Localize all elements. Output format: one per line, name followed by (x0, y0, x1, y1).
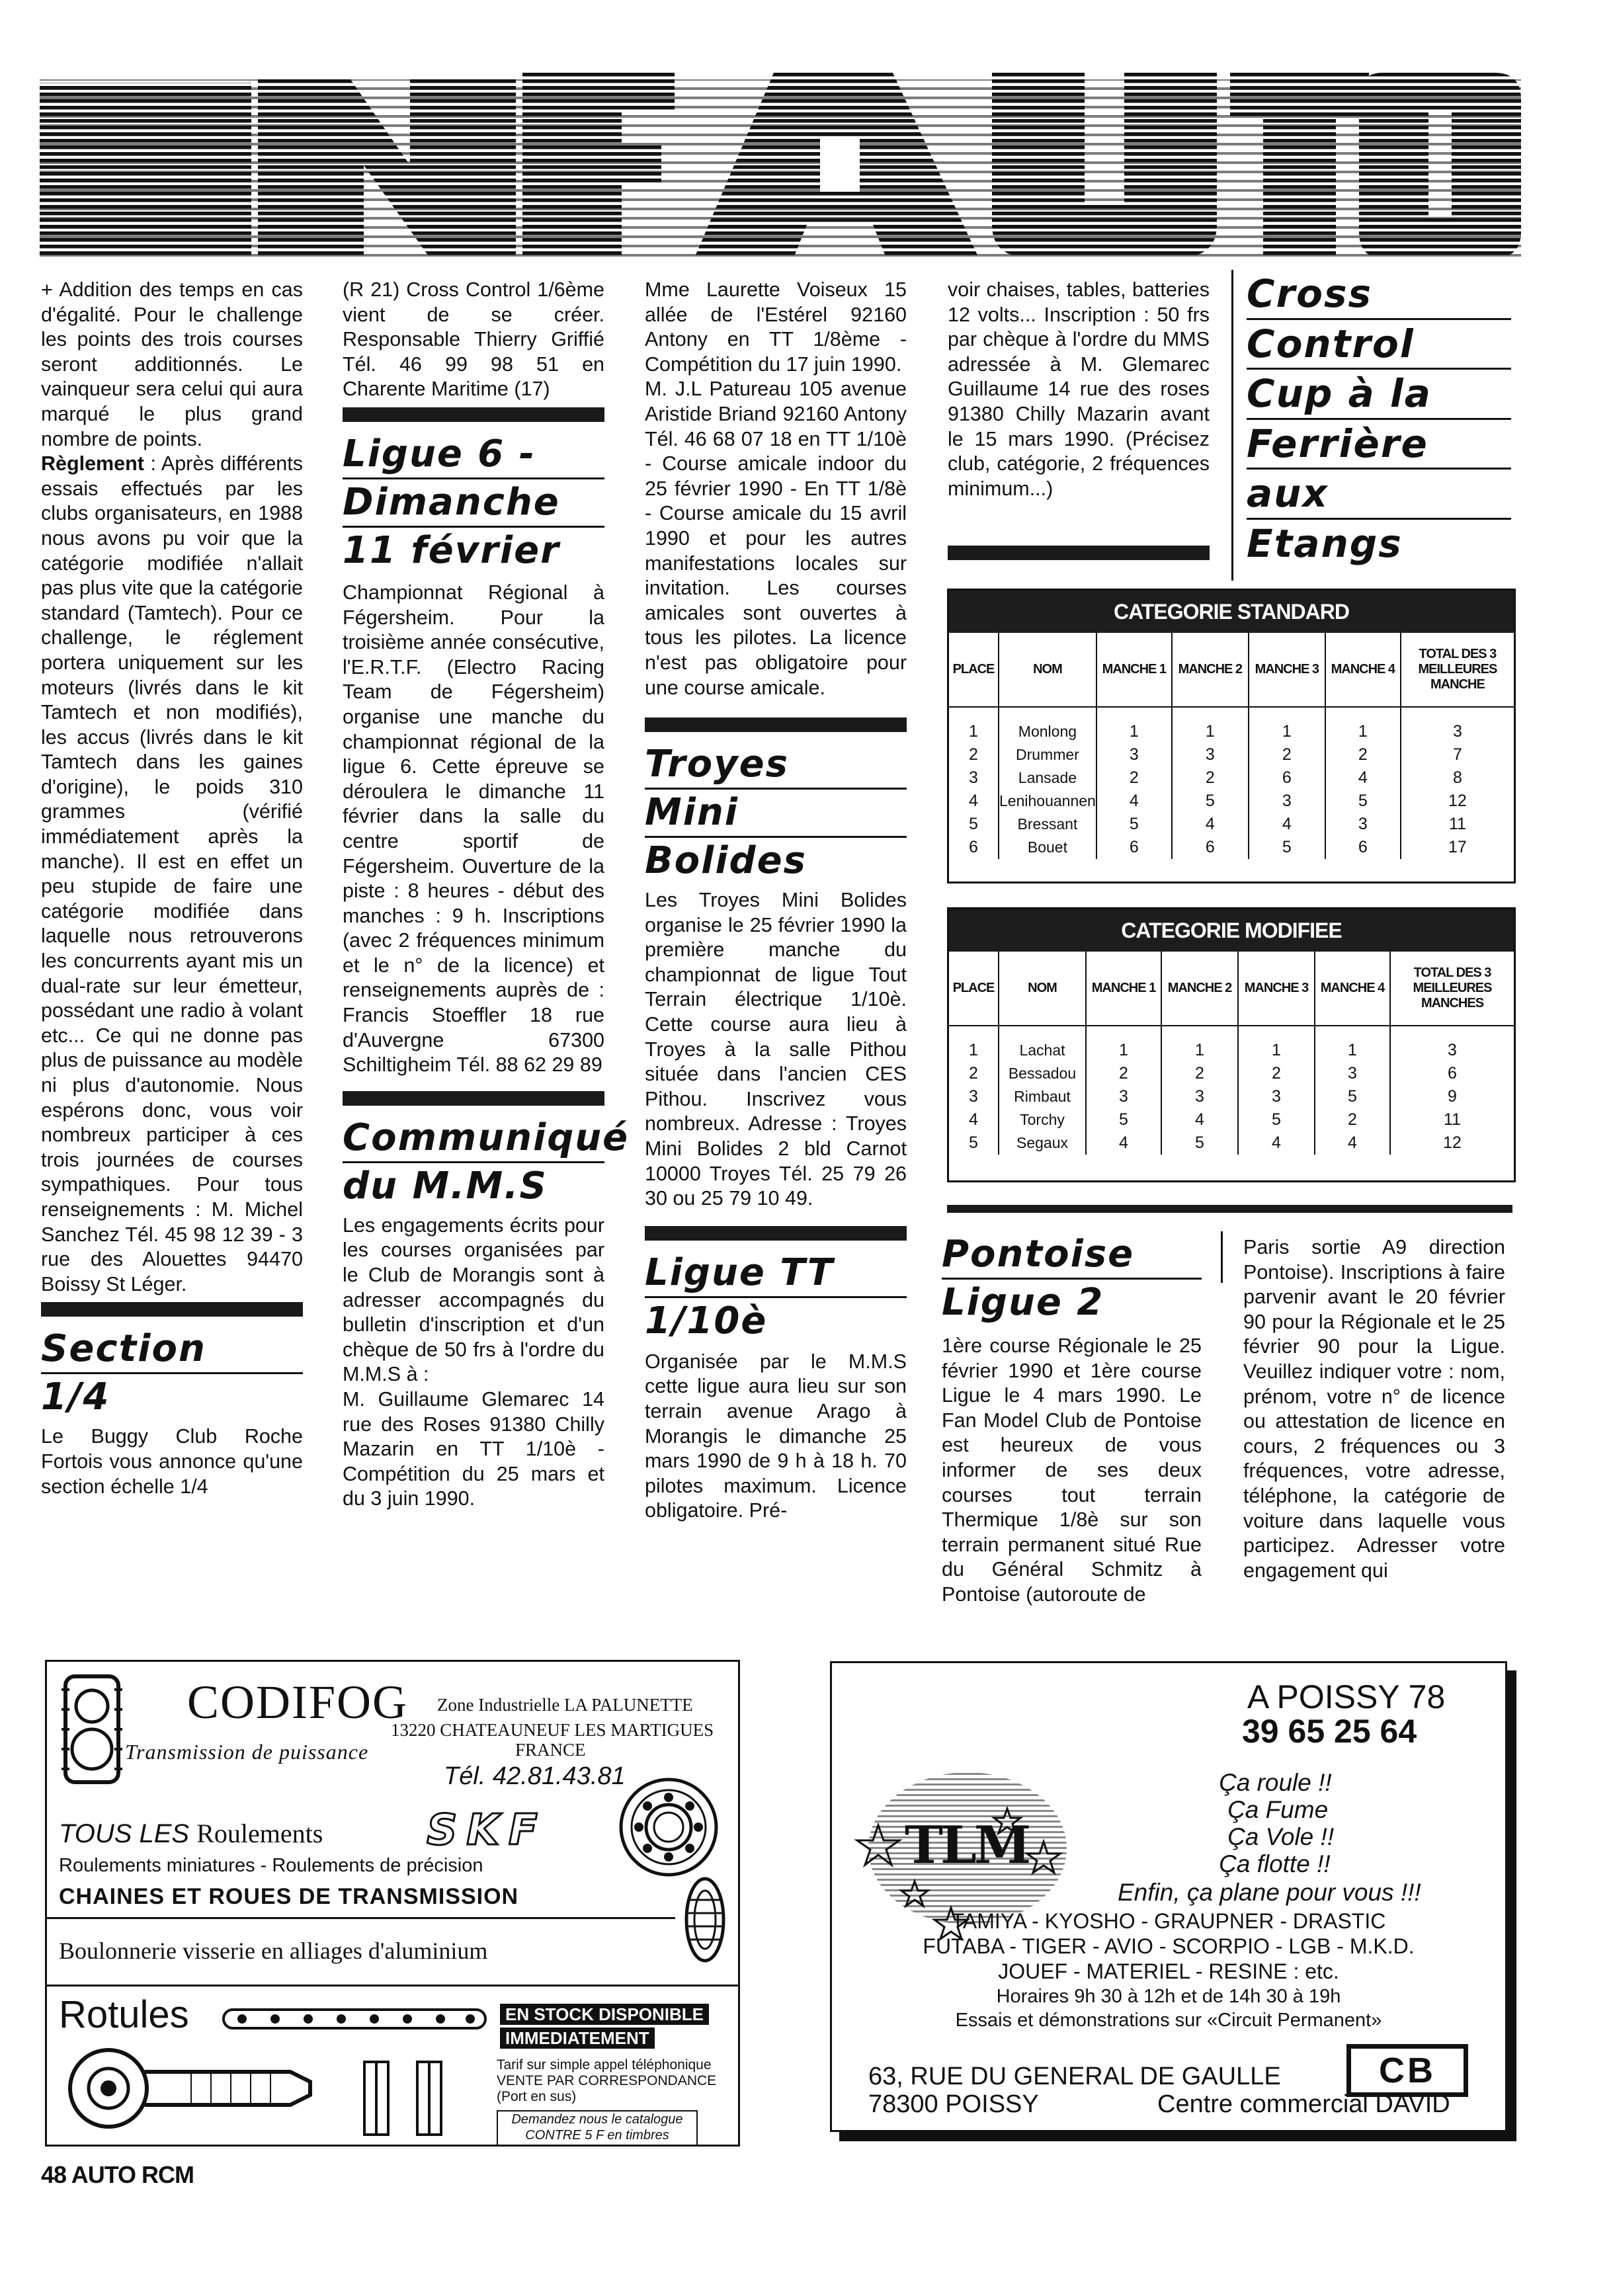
table-cell: 1 (1096, 720, 1172, 743)
tarif-line-2: VENTE PAR CORRESPONDANCE (497, 2073, 717, 2088)
col2-paragraph-3: Les engagements écrits pour les courses organisées par le Club de Morangis sont à adresser accompagnés du bulletin d'inscription et d'un chèque de 50 frs à l'ordre du M.M.S à : (343, 1213, 604, 1386)
heading-line: Control (1247, 320, 1511, 370)
table-cell: 1 (949, 720, 999, 743)
tarif-line-1: Tarif sur simple appel téléphonique (497, 2057, 712, 2072)
table-cell: 5 (949, 813, 999, 836)
col-header: PLACE (949, 952, 999, 1026)
table-row (949, 1108, 1514, 1131)
heading-line: Bolides (645, 839, 807, 883)
table-cell: 11 (1448, 815, 1466, 833)
tlm-brands-3: JOUEF - MATERIEL - RESINE : etc. (998, 1959, 1339, 1983)
tlm-logo-text: TLM (905, 1815, 1029, 1875)
ad-tlm-poissy (830, 1661, 1507, 2132)
tlm-centre: Centre commercial DAVID (1157, 2090, 1450, 2118)
catalogue-box (497, 2110, 698, 2146)
table-cell: 2 (1238, 1062, 1315, 1085)
results-table-standard (947, 589, 1516, 883)
table-row (949, 1131, 1514, 1155)
codifog-city: 13220 CHATEAUNEUF LES MARTIGUES (391, 1720, 714, 1740)
codifog-phone: Tél. 42.81.43.81 (444, 1762, 626, 1790)
heading-line: Ligue 2 (942, 1281, 1104, 1324)
table-cell: 3 (1096, 743, 1172, 766)
table-cell: 6 (1325, 836, 1401, 859)
results-grid (949, 633, 1514, 859)
heading-cross-control (1247, 270, 1511, 567)
table-cell: 2 (1325, 743, 1401, 766)
table-cell: 5 (1172, 790, 1249, 813)
cb-logo: CB (1346, 2044, 1468, 2097)
heading-line: Ferrière (1247, 420, 1511, 470)
pontoise-paragraph-2: Paris sortie A9 direction Pontoise). Inscriptions à faire parvenir avant le 20 février 90 pour la Régionale et le 25 février 90 pour la Ligue. Veuillez indiquer votre : nom, prénom, votre n° de licence ou attestation de licence en cours, 2 fréquences ou 3 fréquences, votre adresse, téléphone, la catégorie de voiture dans laquelle vous participez. Adresser votre engagement qui (1243, 1236, 1505, 1582)
rotules-heading: Rotules (59, 1993, 189, 2036)
table-cell: 6 (1172, 836, 1249, 859)
table-cell: 3 (949, 1085, 999, 1108)
tlm-essais: Essais et démonstrations sur «Circuit Permanent» (955, 2010, 1382, 2031)
col3-paragraph-4: Organisée par le M.M.S cette ligue aura lieu sur son terrain avenue Arago à Morangis le dimanche 25 mars 1990 de 9 h à 18 h. 70 pilotes maximum. Licence obligatoire. Pré- (645, 1350, 907, 1522)
table-cell: 3 (1086, 1085, 1161, 1108)
codifog-zone: Zone Industrielle LA PALUNETTE (437, 1695, 693, 1715)
roulements-heading (59, 1818, 323, 1849)
table-cell: 8 (1452, 768, 1462, 787)
table-cell: 3 (1161, 1085, 1238, 1108)
screws-icon (351, 2059, 483, 2138)
heading-line: Mini (645, 790, 907, 838)
table-cell: 5 (1086, 1108, 1161, 1131)
table-cell: 4 (1172, 813, 1249, 836)
divider (47, 1985, 738, 1987)
article-column-2 (343, 278, 630, 1512)
col-header: MANCHE 3 (1238, 952, 1315, 1026)
table-row (949, 766, 1514, 790)
table-cell: 4 (949, 1108, 999, 1131)
table-cell: Torchy (999, 1108, 1086, 1131)
heading-line: 11 février (343, 528, 560, 572)
heading-line: Communiqué (343, 1115, 604, 1163)
pontoise-paragraph-1: 1ère course Régionale le 25 février 1990 et 1ère course Ligue le 4 mars 1990. Le Fan Model Club de Pontoise est heureux de vous informer de ses deux courses tout terrain Thermique 1/8è sur son terrain permanent situé Rue du Général Schmitz à Pontoise (autoroute de (942, 1334, 1202, 1606)
heading-line: Etangs (1247, 520, 1403, 566)
col1-reglement-label: Règlement (41, 452, 144, 475)
codifog-tagline: Transmission de puissance (125, 1740, 369, 1764)
heading-section-1-4 (41, 1326, 303, 1420)
tlm-hours: Horaires 9h 30 à 12h et de 14h 30 à 19h (996, 1986, 1341, 2007)
roulements-line: Roulements miniatures - Roulements de précision (59, 1855, 483, 1876)
catalogue-line-1: Demandez nous le catalogue (511, 2112, 683, 2127)
table-cell: 5 (1161, 1131, 1238, 1155)
heading-line: Cross (1247, 270, 1511, 320)
table-cell: 2 (1161, 1062, 1238, 1085)
col-header: MANCHE 1 (1096, 633, 1172, 707)
table-cell: 2 (1315, 1108, 1390, 1131)
heading-communique-mms (343, 1115, 630, 1210)
tlm-address-2: 78300 POISSY (868, 2090, 1039, 2118)
tlm-slogan-1: Ça roule !! (1219, 1769, 1332, 1796)
col-header: MANCHE 2 (1172, 633, 1249, 707)
col-header: NOM (999, 633, 1096, 707)
table-row (949, 743, 1514, 766)
table-cell: 3 (1172, 743, 1249, 766)
heading-line: Cup à la (1247, 370, 1511, 420)
table-cell: 9 (1448, 1087, 1457, 1106)
table-cell: 2 (1086, 1062, 1161, 1085)
article-column-3 (645, 278, 907, 1524)
table-cell: 4 (1161, 1108, 1238, 1131)
results-table-modifiee (947, 907, 1516, 1182)
table-cell: 4 (1249, 813, 1325, 836)
page-folio: 48 AUTO RCM (41, 2161, 194, 2188)
table-cell: 3 (1238, 1085, 1315, 1108)
table-cell: 4 (1315, 1131, 1390, 1155)
table-cell: 5 (949, 1131, 999, 1155)
table-cell: 7 (1452, 745, 1462, 764)
masthead-logo (40, 60, 1521, 261)
chain-icon (222, 2006, 487, 2032)
table-cell: 3 (1315, 1062, 1390, 1085)
section-rule (41, 1302, 303, 1317)
col-header: NOM (999, 952, 1086, 1026)
col2-paragraph-2: Championnat Régional à Fégersheim. Pour la troisième année consécutive, l'E.R.T.F. (Electro Racing Team de Fégersheim) organise une manche du championnat régional de la ligue 6. Cette épreuve se déroulera le dimanche 11 février dans la salle du centre sportif de Fégersheim. Ouverture de la piste : 8 heures - début des manches : 9 h. Inscriptions (avec 2 fréquences minimum et le n° de la licence) et renseignements auprès de : Francis Stoeffler 18 rue d'Auvergne 67300 Schiltigheim Tél. 88 62 29 89 (343, 581, 604, 1077)
table-cell: 2 (1249, 743, 1325, 766)
table-cell: 11 (1444, 1110, 1461, 1129)
codifog-country: FRANCE (515, 1740, 586, 1760)
col-header: MANCHE 1 (1086, 952, 1161, 1026)
table-cell: 1 (1238, 1039, 1315, 1062)
table-cell: Lachat (999, 1039, 1086, 1062)
codifog-brand: CODIFOG (187, 1676, 409, 1729)
masthead-logo-graphic (40, 60, 1521, 261)
col1-reglement-text: : Après différents essais effectués par les clubs organisateurs, en 1988 nous avons pu voir que la catégorie modifiée n'allait pas plus vite que la catégorie standard (Tamtech). Pour ce challenge, le réglement portera uniquement sur les moteurs (livrés dans le kit Tamtech et non modifiés), les accus (livrés dans le kit Tamtech dans les gaines d'origine), le poids 310 grammes (vérifié immédiatement après la manche). Il est en effet un peu stupide de faire une catégorie modifiée dans laquelle nous retrouverons les concurrents ayant mis un dual-rate sur leur émetteur, possédant une radio à volant etc... Ce qui ne donne pas plus de puissance au modèle ni plus d'autonomie. Nous espérons donc, vous voir nombreux participer à ces trois journées de courses sympathiques. Pour tous renseignements : M. Michel Sanchez Tél. 45 98 12 39 - 3 rue des Alouettes 94470 Boissy St Léger. (41, 452, 303, 1295)
table-row (949, 790, 1514, 813)
col-header: MANCHE 3 (1249, 633, 1325, 707)
table-cell: 17 (1448, 838, 1467, 856)
col-header: TOTAL DES 3 MEILLEURES MANCHES (1390, 952, 1514, 1026)
table-cell: Bouet (999, 836, 1096, 859)
col2-paragraph-4: M. Guillaume Glemarec 14 rue des Roses 91380 Chilly Mazarin en TT 1/10è - Compétition du 25 mars et du 3 juin 1990. (343, 1388, 604, 1510)
table-cell: 12 (1448, 792, 1467, 810)
table-cell: 1 (1161, 1039, 1238, 1062)
heading-troyes-mini-bolides (645, 741, 907, 884)
table-cell: 6 (949, 836, 999, 859)
rod-end-icon (59, 2045, 317, 2131)
heading-ligue-6 (343, 431, 604, 574)
col3-paragraph-3: Les Troyes Mini Bolides organise le 25 février 1990 la première manche du championnat de ligue Tout Terrain électrique 1/10è. Cette course aura lieu à Troyes à la salle Pithou située dans l'ancien CES Pithou. Inscrivez vous nombreux. Adresse : Troyes Mini Bolides 2 bld Carnot 10000 Troyes Tél. 25 79 26 30 ou 25 79 10 49. (645, 889, 907, 1210)
section-rule (645, 718, 907, 732)
table-cell: 6 (1096, 836, 1172, 859)
table-cell: 1 (1172, 720, 1249, 743)
tlm-phone: 39 65 25 64 (1242, 1713, 1417, 1750)
table-cell: Rimbaut (999, 1085, 1086, 1108)
table-body (949, 707, 1514, 859)
table-row (949, 1039, 1514, 1062)
col-header: PLACE (949, 633, 999, 707)
tlm-slogan-4: Ça flotte !! (1219, 1850, 1331, 1877)
table-caption: CATEGORIE STANDARD (949, 591, 1514, 633)
col-header: MANCHE 2 (1161, 952, 1238, 1026)
roulements-prefix: TOUS LES (59, 1819, 190, 1848)
table-cell: 2 (949, 743, 999, 766)
gear-logo-icon (52, 1670, 132, 1789)
col1-paragraph-1: + Addition des temps en cas d'égalité. Pour le challenge les points des trois courses seront additionnés. Le vainqueur sera celui qui aura marqué le plus grand nombre de points. (41, 278, 303, 450)
stock-badge: EN STOCK DISPONIBLE (500, 2004, 709, 2025)
table-cell: 2 (949, 1062, 999, 1085)
table-cell: 6 (1249, 766, 1325, 790)
table-cell: 12 (1443, 1133, 1462, 1152)
article-pontoise (942, 1231, 1202, 1608)
table-cell: Bessadou (999, 1062, 1086, 1085)
table-cell: Segaux (999, 1131, 1086, 1155)
divider (47, 1917, 675, 1919)
table-row (949, 720, 1514, 743)
heading-line: Dimanche (343, 479, 604, 528)
tlm-brands-2: FUTABA - TIGER - AVIO - SCORPIO - LGB - M.K.D. (923, 1934, 1415, 1958)
col3-paragraph-1: Mme Laurette Voiseux 15 allée de l'Estérel 92160 Antony en TT 1/8ème - Compétition du 17 juin 1990. (645, 278, 907, 376)
heading-line: 1/10è (645, 1299, 768, 1342)
catalogue-line-2: CONTRE 5 F en timbres (525, 2128, 669, 2143)
table-cell: 2 (1172, 766, 1249, 790)
heading-line: Section (41, 1326, 303, 1374)
table-cell: 4 (1086, 1131, 1161, 1155)
heading-ligue-tt (645, 1250, 907, 1344)
col3-paragraph-2: M. J.L Patureau 105 avenue Aristide Briand 92160 Antony Tél. 46 68 07 18 en TT 1/10è - Course amicale indoor du 25 février 1990 - En TT 1/8è - Course amicale du 15 avril 1990 et pour les autres manifestations locales sur invitation. Les courses amicales sont ouvertes à tous les pilotes. La licence n'est pas obligatoire pour une course amicale. (645, 378, 907, 699)
table-cell: 1 (949, 1039, 999, 1062)
table-cell: 4 (1325, 766, 1401, 790)
tlm-slogan-2: Ça Fume (1227, 1796, 1329, 1823)
heading-line: Troyes (645, 741, 907, 790)
table-row (949, 813, 1514, 836)
tlm-city: A POISSY 78 (1247, 1678, 1446, 1715)
table-row (949, 1085, 1514, 1108)
tlm-address-1: 63, RUE DU GENERAL DE GAULLE (868, 2063, 1281, 2090)
table-cell: 3 (1325, 813, 1401, 836)
table-cell: 5 (1096, 813, 1172, 836)
table-cell: 3 (1448, 1041, 1457, 1059)
col1-paragraph-2 (41, 452, 303, 1297)
table-cell: 1 (1249, 720, 1325, 743)
ad-codifog (45, 1660, 740, 2147)
tarif-line-3: (Port en sus) (497, 2089, 577, 2104)
table-cell: 5 (1238, 1108, 1315, 1131)
results-grid (949, 952, 1514, 1155)
table-cell: 3 (1452, 722, 1462, 741)
table-cell: Bressant (999, 813, 1096, 836)
col2-paragraph-1: (R 21) Cross Control 1/6ème vient de se créer. Responsable Thierry Griffié Tél. 46 99 98 51 en Charente Maritime (17) (343, 278, 604, 401)
table-cell: 1 (1325, 720, 1401, 743)
section-rule (343, 407, 604, 422)
table-cell: Monlong (999, 720, 1096, 743)
heading-line: 1/4 (41, 1375, 110, 1419)
article-column-1 (41, 278, 303, 1499)
section-rule (948, 546, 1210, 560)
col-header: MANCHE 4 (1325, 633, 1401, 707)
col-header: MANCHE 4 (1315, 952, 1390, 1026)
article-column-4 (948, 278, 1210, 501)
stock-badge-2: IMMEDIATEMENT (500, 2028, 655, 2049)
chaines-line: CHAINES ET ROUES DE TRANSMISSION (59, 1884, 519, 1909)
table-cell: 4 (949, 790, 999, 813)
tlm-brands-1: TAMIYA - KYOSHO - GRAUPNER - DRASTIC (951, 1909, 1386, 1933)
table-cell: 5 (1325, 790, 1401, 813)
section-rule (947, 1205, 1512, 1213)
table-cell: 2 (1096, 766, 1172, 790)
table-cell: 4 (1096, 790, 1172, 813)
needle-bearing-icon (682, 1873, 728, 1966)
table-cell: 6 (1448, 1064, 1457, 1083)
table-cell: Drummer (999, 743, 1096, 766)
heading-line: aux (1247, 470, 1511, 520)
heading-line: du M.M.S (343, 1164, 548, 1208)
table-cell: 1 (1086, 1039, 1161, 1062)
heading-pontoise-ligue-2 (942, 1231, 1202, 1326)
col-header: TOTAL DES 3 MEILLEURES MANCHE (1401, 633, 1514, 707)
heading-line: Pontoise (942, 1231, 1202, 1280)
col1-paragraph-3: Le Buggy Club Roche Fortois vous annonce qu'une section échelle 1/4 (41, 1425, 303, 1498)
table-cell: Lansade (999, 766, 1096, 790)
article-pontoise-cont (1243, 1235, 1505, 1583)
tlm-slogan-3: Ça Vole !! (1227, 1823, 1335, 1850)
column-divider (1221, 1231, 1223, 1283)
heading-line: Ligue TT (645, 1250, 907, 1298)
roulements-word: Roulements (196, 1819, 323, 1848)
table-cell: 1 (1315, 1039, 1390, 1062)
table-cell: 5 (1315, 1085, 1390, 1108)
tlm-slogan-5: Enfin, ça plane pour vous !!! (1118, 1879, 1421, 1906)
col4-paragraph-1: voir chaises, tables, batteries 12 volts... Inscription : 50 frs par chèque à l'ordre du MMS adressée à M. Glemarec Guillaume 14 rue des roses 91380 Chilly Mazarin avant le 15 mars 1990. (Précisez club, catégorie, 2 fréquences minimum...) (948, 278, 1210, 500)
table-cell: 5 (1249, 836, 1325, 859)
bearing-icon (616, 1774, 722, 1880)
table-body (949, 1026, 1514, 1155)
table-cell: Lenihouannen (999, 790, 1096, 813)
table-row (949, 1062, 1514, 1085)
skf-logo: SKF (427, 1806, 547, 1855)
section-rule (343, 1091, 604, 1106)
heading-line: Ligue 6 - (343, 431, 604, 479)
column-divider (1231, 270, 1233, 581)
section-rule (645, 1226, 907, 1241)
table-row (949, 836, 1514, 859)
table-cell: 3 (949, 766, 999, 790)
boulonnerie-line: Boulonnerie visserie en alliages d'aluminium (59, 1938, 488, 1964)
table-cell: 3 (1249, 790, 1325, 813)
table-cell: 4 (1238, 1131, 1315, 1155)
table-caption: CATEGORIE MODIFIEE (949, 909, 1514, 952)
